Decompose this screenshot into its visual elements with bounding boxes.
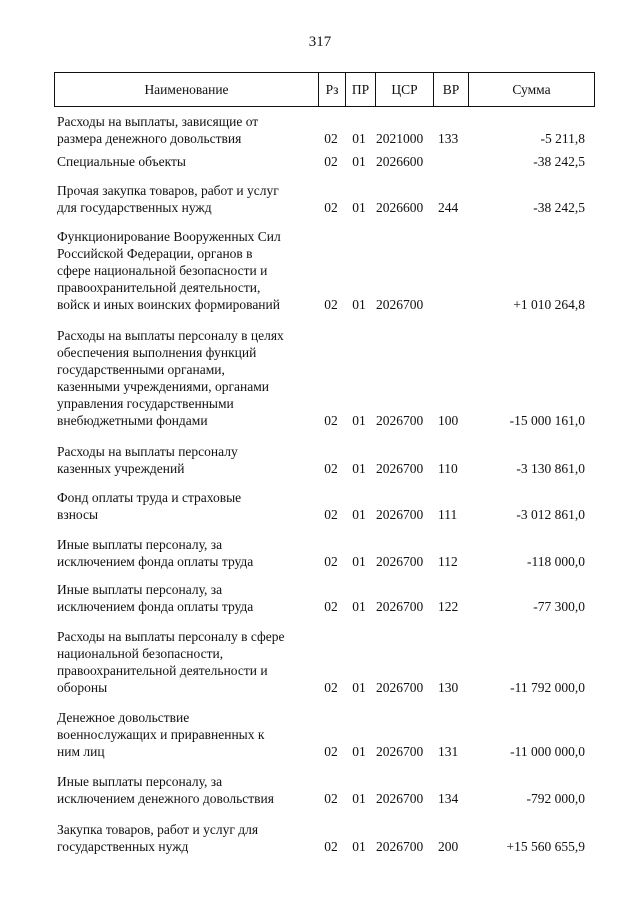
header-sum: Сумма [468,73,594,106]
table-row [54,489,595,523]
row-csr: 2026700 [376,839,424,854]
table-row [54,821,595,855]
row-pr: 01 [352,200,366,215]
row-sum: -38 242,5 [533,200,585,215]
row-rz: 02 [324,839,338,854]
header-pr: ПР [345,73,375,106]
row-csr: 2026700 [376,297,424,312]
row-vr: 122 [438,599,459,614]
row-sum: -5 211,8 [540,131,585,146]
row-pr: 01 [352,297,366,312]
row-vr: 130 [438,680,459,695]
row-rz: 02 [324,680,338,695]
row-sum: +1 010 264,8 [513,297,585,312]
table-body [54,113,595,855]
row-rz: 02 [324,297,338,312]
row-pr: 01 [352,554,366,569]
row-name: Расходы на выплаты, зависящие от размера денежного довольствия [57,114,259,146]
row-sum: -11 000 000,0 [510,744,585,759]
row-rz: 02 [324,791,338,806]
row-rz: 02 [324,413,338,428]
row-csr: 2026700 [376,461,424,476]
row-rz: 02 [324,461,338,476]
row-rz: 02 [324,154,338,169]
header-rz: Рз [318,73,345,106]
row-csr: 2026700 [376,413,424,428]
table-row [54,443,595,477]
row-vr: 111 [438,507,458,522]
row-pr: 01 [352,413,366,428]
header-vr: ВР [433,73,468,106]
row-csr: 2026700 [376,791,424,806]
row-csr: 2026700 [376,744,424,759]
row-pr: 01 [352,791,366,806]
row-name: Расходы на выплаты персоналу казенных учреждений [57,444,238,476]
row-vr: 134 [438,791,459,806]
row-vr: 110 [438,461,458,476]
row-sum: -38 242,5 [533,154,585,169]
table-row [54,327,595,429]
row-rz: 02 [324,131,338,146]
row-pr: 01 [352,131,366,146]
row-csr: 2026700 [376,507,424,522]
header-csr: ЦСР [375,73,433,106]
row-sum: -3 012 861,0 [516,507,585,522]
table-header [54,72,595,107]
row-name: Расходы на выплаты персоналу в сфере национальной безопасности, правоохранительной деятельности и обороны [57,629,285,695]
row-vr: 133 [438,131,459,146]
row-sum: -792 000,0 [526,791,585,806]
row-vr: 112 [438,554,458,569]
table-row [54,182,595,216]
row-rz: 02 [324,554,338,569]
row-sum: -11 792 000,0 [510,680,585,695]
row-csr: 2021000 [376,131,424,146]
row-name: Иные выплаты персоналу, за исключением фонда оплаты труда [57,582,254,614]
row-pr: 01 [352,680,366,695]
row-sum: -118 000,0 [527,554,585,569]
row-name: Иные выплаты персоналу, за исключением денежного довольствия [57,774,274,806]
row-name: Прочая закупка товаров, работ и услуг для государственных нужд [57,183,279,215]
row-rz: 02 [324,744,338,759]
table-row [54,113,595,147]
row-pr: 01 [352,839,366,854]
row-rz: 02 [324,200,338,215]
row-pr: 01 [352,507,366,522]
table-row [54,628,595,696]
row-vr: 100 [438,413,459,428]
row-name: Фонд оплаты труда и страховые взносы [57,490,242,522]
row-sum: -77 300,0 [533,599,585,614]
row-sum: -15 000 161,0 [509,413,585,428]
row-pr: 01 [352,599,366,614]
row-csr: 2026700 [376,599,424,614]
row-name: Специальные объекты [57,154,186,169]
row-name: Расходы на выплаты персоналу в целях обеспечения выполнения функций государственными органами, казенными учреждениями, органами управления государственными внебюджетными фондами [57,328,284,428]
page-number: 317 [308,34,332,50]
row-csr: 2026600 [376,200,424,215]
row-name: Иные выплаты персоналу, за исключением фонда оплаты труда [57,537,254,569]
header-name: Наименование [144,82,229,97]
row-name: Функционирование Вооруженных Сил Российской Федерации, органов в сфере национальной безопасности и правоохранительной деятельности, войск и иных воинских формирований [57,229,281,312]
row-name: Закупка товаров, работ и услуг для государственных нужд [57,822,259,854]
row-rz: 02 [324,599,338,614]
table-row [54,581,595,615]
budget-table [54,72,595,855]
row-pr: 01 [352,154,366,169]
table-row [54,709,595,760]
row-sum: -3 130 861,0 [516,461,585,476]
row-vr: 200 [438,839,459,854]
row-sum: +15 560 655,9 [506,839,585,854]
row-rz: 02 [324,507,338,522]
table-row [54,153,595,170]
row-name: Денежное довольствие военнослужащих и приравненных к ним лиц [57,710,265,759]
row-vr: 131 [438,744,459,759]
row-pr: 01 [352,461,366,476]
row-vr: 244 [438,200,459,215]
row-csr: 2026700 [376,554,424,569]
table-row [54,536,595,570]
row-csr: 2026700 [376,680,424,695]
table-row [54,228,595,313]
table-row [54,773,595,807]
row-csr: 2026600 [376,154,424,169]
row-pr: 01 [352,744,366,759]
